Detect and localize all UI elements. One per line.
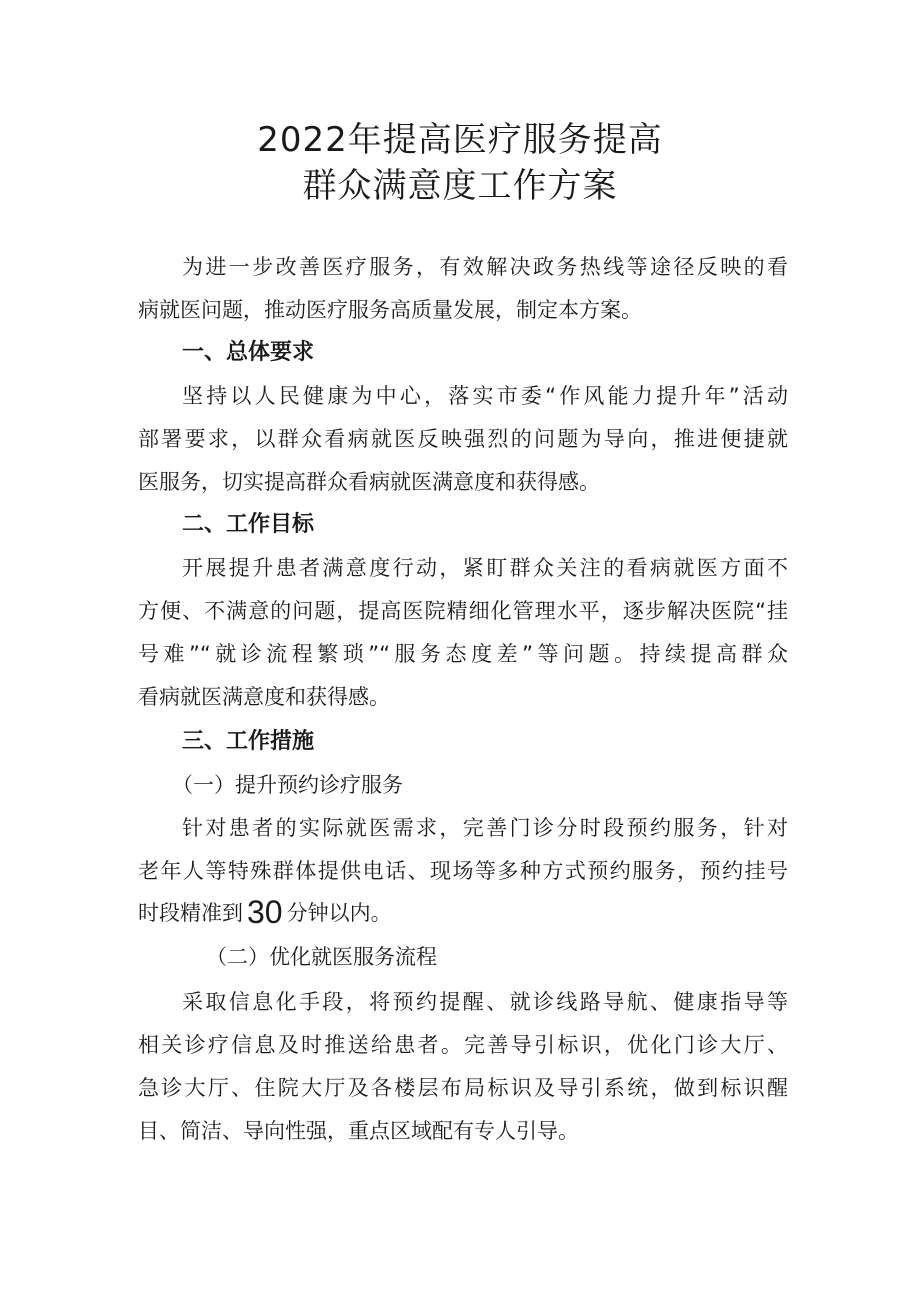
section1-paragraph-line: 坚持以人民健康为中心，落实市委“作风能力提升年”活动: [182, 384, 788, 408]
section1-paragraph-line: 医服务，切实提高群众看病就医满意度和获得感。: [138, 470, 600, 494]
section1-paragraph-line: 部署要求，以群众看病就医反映强烈的问题为导向，推进便捷就: [138, 427, 788, 451]
section2-paragraph-line: 方便、不满意的问题，提高医院精细化管理水平，逐步解决医院“挂: [138, 599, 788, 623]
subsection-title-service-process: （二）优化就医服务流程: [206, 945, 437, 969]
section-heading-overall-requirements: 一、总体要求: [182, 340, 315, 365]
document-title-line-1: 2022年提高医疗服务提高: [257, 120, 663, 160]
section2-paragraph-line: 看病就医满意度和获得感。: [138, 685, 390, 709]
document-title-line-2: 群众满意度工作方案: [302, 166, 618, 206]
subsection1-paragraph-line: 针对患者的实际就医需求，完善门诊分时段预约服务，针对: [182, 816, 788, 840]
intro-paragraph-line: 病就医问题，推动医疗服务高质量发展，制定本方案。: [138, 298, 642, 322]
emphasized-number: 30: [247, 894, 283, 930]
subsection1-paragraph-line: 老年人等特殊群体提供电话、现场等多种方式预约服务，预约挂号: [138, 859, 788, 883]
subsection2-paragraph-line: 相关诊疗信息及时推送给患者。完善导引标识，优化门诊大厅、: [138, 1033, 788, 1057]
subsection-title-appointment-service: （一）提升预约诊疗服务: [172, 773, 403, 797]
section2-paragraph-line: 开展提升患者满意度行动，紧盯群众关注的看病就医方面不: [182, 556, 788, 580]
subsection2-paragraph-line: 目、简洁、导向性强，重点区域配有专人引导。: [138, 1119, 579, 1143]
section-heading-work-measures: 三、工作措施: [182, 729, 315, 754]
line-text-after-number: 分钟以内。: [286, 901, 392, 925]
subsection2-paragraph-line: 采取信息化手段，将预约提醒、就诊线路导航、健康指导等: [182, 990, 788, 1014]
line-text-before-number: 时段精准到: [138, 901, 243, 925]
subsection1-paragraph-line: [138, 894, 788, 930]
section2-paragraph-line: 号难”“就诊流程繁琐”“服务态度差”等问题。持续提高群众: [138, 642, 788, 666]
subsection2-paragraph-line: 急诊大厅、住院大厅及各楼层布局标识及导引系统，做到标识醒: [138, 1076, 788, 1100]
section-heading-work-goals: 二、工作目标: [182, 512, 315, 537]
intro-paragraph-line: 为进一步改善医疗服务，有效解决政务热线等途径反映的看: [182, 255, 788, 279]
